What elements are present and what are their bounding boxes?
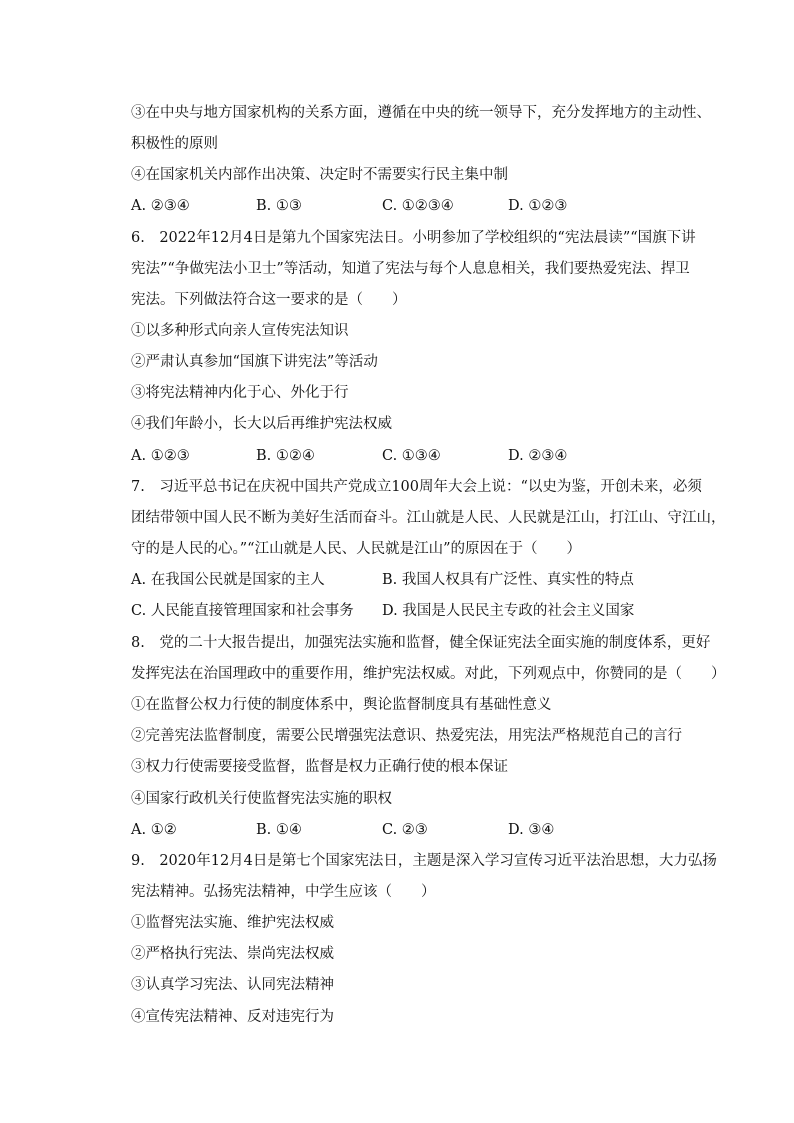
q9-stem-line-1: 9. 2020年12月4日是第七个国家宪法日，主题是深入学习宣传习近平法治思想，大力弘扬 [131,853,717,869]
q7-stem-line-1: 7. 习近平总书记在庆祝中国共产党成立100周年大会上说：“以史为鉴，开创未来，必须 [131,479,702,495]
q9-item-3: ③认真学习宪法、认同宪法精神 [131,977,334,993]
q8-item-2: ②完善宪法监督制度，需要公民增强宪法意识、热爱宪法，用宪法严格规范自己的言行 [131,728,682,744]
q5-item-3-line-1: ③在中央与地方国家机构的关系方面，遵循在中央的统一领导下，充分发挥地方的主动性、 [131,105,711,121]
q6-stem-line-2: 宪法”“争做宪法小卫士”等活动，知道了宪法与每个人息息相关，我们要热爱宪法、捍卫 [131,261,690,277]
q5-option-d[interactable]: D. ①②③ [508,198,568,214]
q8-option-b[interactable]: B. ①④ [256,822,302,838]
q6-option-d[interactable]: D. ②③④ [508,448,568,464]
q9-item-4: ④宣传宪法精神、反对违宪行为 [131,1009,334,1025]
q8-item-1: ①在监督公权力行使的制度体系中，舆论监督制度具有基础性意义 [131,697,552,713]
q6-option-c[interactable]: C. ①③④ [382,448,441,464]
q7-option-b[interactable]: B. 我国人权具有广泛性、真实性的特点 [382,572,634,588]
q6-item-2: ②严肃认真参加“国旗下讲宪法”等活动 [131,354,378,370]
q5-option-c[interactable]: C. ①②③④ [382,198,454,214]
q9-item-1: ①监督宪法实施、维护宪法权威 [131,915,334,931]
q9-stem-line-2: 宪法精神。弘扬宪法精神，中学生应该（ ） [131,884,436,900]
q6-stem-line-1: 6. 2022年12月4日是第九个国家宪法日。小明参加了学校组织的“宪法晨读”“国旗下讲 [131,230,696,246]
q5-option-a[interactable]: A. ②③④ [131,198,190,214]
q7-options-row-1 [131,570,671,590]
q6-item-4: ④我们年龄小，长大以后再维护宪法权威 [131,416,392,432]
q8-option-c[interactable]: C. ②③ [382,822,428,838]
q8-stem-line-2: 发挥宪法在治国理政中的重要作用，维护宪法权威。对此，下列观点中，你赞同的是（ ） [131,666,726,682]
q7-option-c[interactable]: C. 人民能直接管理国家和社会事务 [131,603,354,619]
q7-stem-line-3: 守的是人民的心。”“江山就是人民、人民就是江山”的原因在于（ ） [131,541,581,557]
q6-options [131,446,671,466]
q8-options [131,820,671,840]
q8-option-d[interactable]: D. ③④ [508,822,555,838]
q5-option-b[interactable]: B. ①③ [256,198,302,214]
q6-stem-line-3: 宪法。下列做法符合这一要求的是（ ） [131,292,407,308]
q7-option-d[interactable]: D. 我国是人民民主专政的社会主义国家 [382,603,635,619]
q8-option-a[interactable]: A. ①② [131,822,177,838]
q7-options-row-2 [131,601,671,621]
q8-item-4: ④国家行政机关行使监督宪法实施的职权 [131,791,392,807]
q8-item-3: ③权力行使需要接受监督，监督是权力正确行使的根本保证 [131,759,508,775]
q6-item-1: ①以多种形式向亲人宣传宪法知识 [131,323,349,339]
q5-item-3-line-2: 积极性的原则 [131,136,218,152]
q6-option-a[interactable]: A. ①②③ [131,448,190,464]
q7-stem-line-2: 团结带领中国人民不断为美好生活而奋斗。江山就是人民、人民就是江山，打江山、守江山， [131,510,726,526]
q5-item-4: ④在国家机关内部作出决策、决定时不需要实行民主集中制 [131,167,508,183]
q6-option-b[interactable]: B. ①②④ [256,448,315,464]
q8-stem-line-1: 8. 党的二十大报告提出，加强宪法实施和监督，健全保证宪法全面实施的制度体系，更好 [131,635,711,651]
q6-item-3: ③将宪法精神内化于心、外化于行 [131,385,349,401]
q9-item-2: ②严格执行宪法、崇尚宪法权威 [131,946,334,962]
q5-options [131,196,671,216]
q7-option-a[interactable]: A. 在我国公民就是国家的主人 [131,572,325,588]
